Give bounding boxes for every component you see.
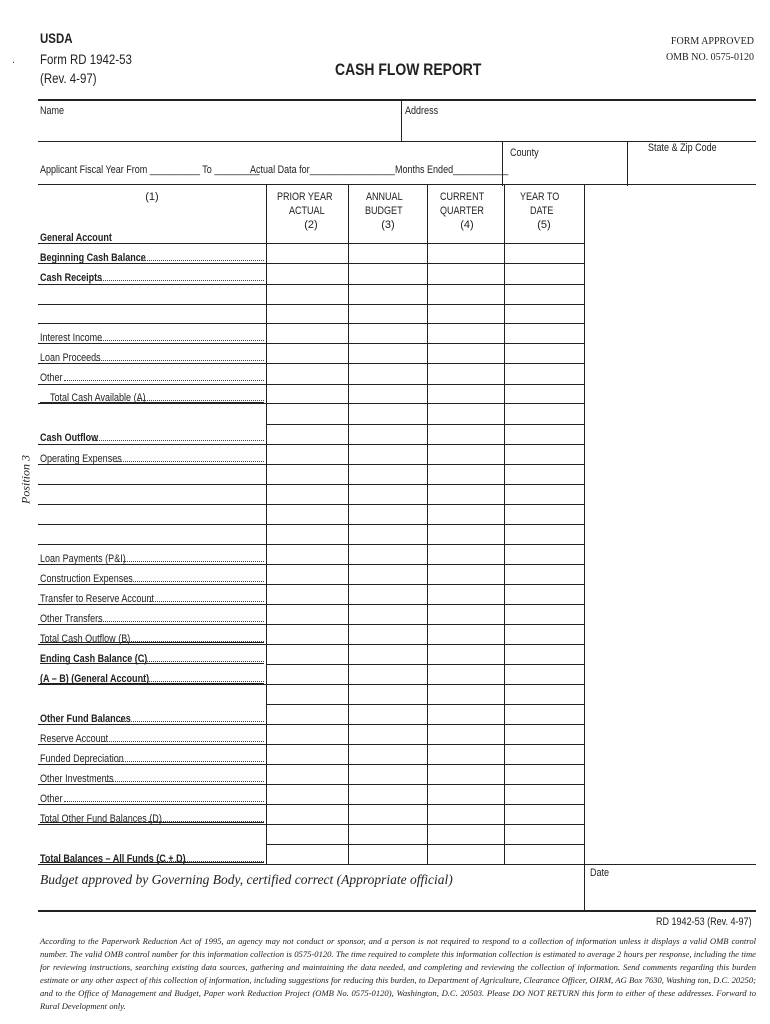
row-total-balances: Total Balances – All Funds (C + D) (40, 846, 264, 866)
row-funded-depreciation: Funded Depreciation (40, 746, 264, 766)
paperwork-notice: According to the Paperwork Reduction Act of 1995, an agency may not conduct or sponsor, and a person is not required to respond to a collection of information unless it displays a valid OMB control number. The valid OMB control number for this information collection is 0575-0120. The time required to complete this information collection is estimated to average 2 hours per response, including the time for reviewing instructions, searching existing data sources, gathering and maintaining the data needed, and completing and reviewing the collection of information. Send comments regarding this burden estimate or any other aspect of this collection of information, including suggestions for reducing this burden, to Department of Agriculture, Clearance Officer, OIRM, AG Box 7630, Washing ton, D.C. 20250; and to the Office of Management and Budget, Paper work Reduction Project (OMB No. 0575-0120), Washington, D.C. 20503. Please DO NOT RETURN this form to either of these addresses. Forward to Rural Development only. (40, 936, 756, 1011)
row-other-transfers: Other Transfers (40, 606, 264, 626)
grid-rule (38, 544, 584, 545)
row-general-account: General Account (40, 232, 112, 244)
row-other-1: Other (40, 365, 264, 385)
row-ending-cash: Ending Cash Balance (C) (40, 646, 264, 666)
form-approved: FORM APPROVED (670, 36, 754, 47)
form-rev-footer: RD 1942-53 (Rev. 4-97) (656, 916, 752, 928)
col-line-6 (584, 184, 585, 864)
cell-rule (266, 664, 584, 665)
cell-rule (266, 704, 584, 705)
address-field[interactable]: Address (405, 105, 439, 117)
grid-rule (38, 323, 584, 324)
col-annual-budget-header: ANNUAL BUDGET (3) (365, 191, 403, 231)
cell-rule (266, 844, 584, 845)
state-zip-field[interactable]: State & Zip Code (648, 142, 717, 154)
omb-number: OMB NO. 0575-0120 (665, 52, 754, 63)
agency-label: USDA (40, 30, 73, 46)
row-loan-proceeds: Loan Proceeds (40, 345, 264, 365)
col-prior-year-header: PRIOR YEAR ACTUAL (2) (277, 191, 333, 231)
grid-rule (38, 304, 584, 305)
budget-approved-field[interactable]: Budget approved by Governing Body, certified correct (Appropriate official) (40, 872, 453, 887)
row-loan-payments: Loan Payments (P&I) (40, 546, 264, 566)
row-transfer-reserve: Transfer to Reserve Account (40, 586, 264, 606)
row-total-cash-outflow: Total Cash Outflow (B) (40, 626, 264, 646)
table-top-rule (38, 184, 756, 185)
header-rule (38, 99, 756, 101)
form-number: Form RD 1942-53 (40, 51, 132, 67)
row-operating-expenses: Operating Expenses (40, 446, 264, 466)
form-title: CASH FLOW REPORT (335, 60, 482, 79)
row-other-investments: Other Investments (40, 766, 264, 786)
row-beginning-cash: Beginning Cash Balance (40, 245, 264, 265)
date-divider (584, 864, 585, 911)
date-field[interactable]: Date (590, 867, 610, 879)
col-1-header: (1) (145, 191, 159, 203)
row-interest-income: Interest Income (40, 325, 264, 345)
row-total-other-fund: Total Other Fund Balances (D) (40, 806, 264, 826)
row-total-cash-available: Total Cash Available (A) (40, 385, 264, 405)
cell-rule (266, 424, 584, 425)
col-current-quarter-header: CURRENT QUARTER (4) (440, 191, 485, 231)
row-other-fund-balances: Other Fund Balances (40, 706, 264, 726)
grid-rule (38, 484, 584, 485)
row-reserve-account: Reserve Account (40, 726, 264, 746)
row-cash-outflow: Cash Outflow (40, 425, 264, 445)
signature-bottom-rule (38, 910, 756, 912)
row-construction-expenses: Construction Expenses (40, 566, 264, 586)
row-a-minus-b: (A – B) (General Account) (40, 666, 264, 686)
county-field[interactable]: County (510, 147, 539, 159)
row-cash-receipts: Cash Receipts (40, 265, 264, 285)
signature-top-rule (38, 864, 756, 865)
row-other-2: Other (40, 786, 264, 806)
col-year-to-date-header: YEAR TO DATE (5) (520, 191, 560, 231)
state-divider (627, 141, 628, 186)
name-field[interactable]: Name (40, 105, 65, 117)
grid-rule (38, 524, 584, 525)
stray-mark: . (12, 55, 15, 66)
actual-data-field[interactable]: Actual Data for_________________Months Ended___________ (250, 164, 509, 176)
position-side-label: Position 3 (18, 455, 33, 505)
fiscal-year-field[interactable]: Applicant Fiscal Year From __________ To _________ (40, 164, 260, 176)
form-revision: (Rev. 4-97) (40, 70, 97, 86)
name-address-divider (401, 100, 402, 141)
grid-rule (38, 504, 584, 505)
